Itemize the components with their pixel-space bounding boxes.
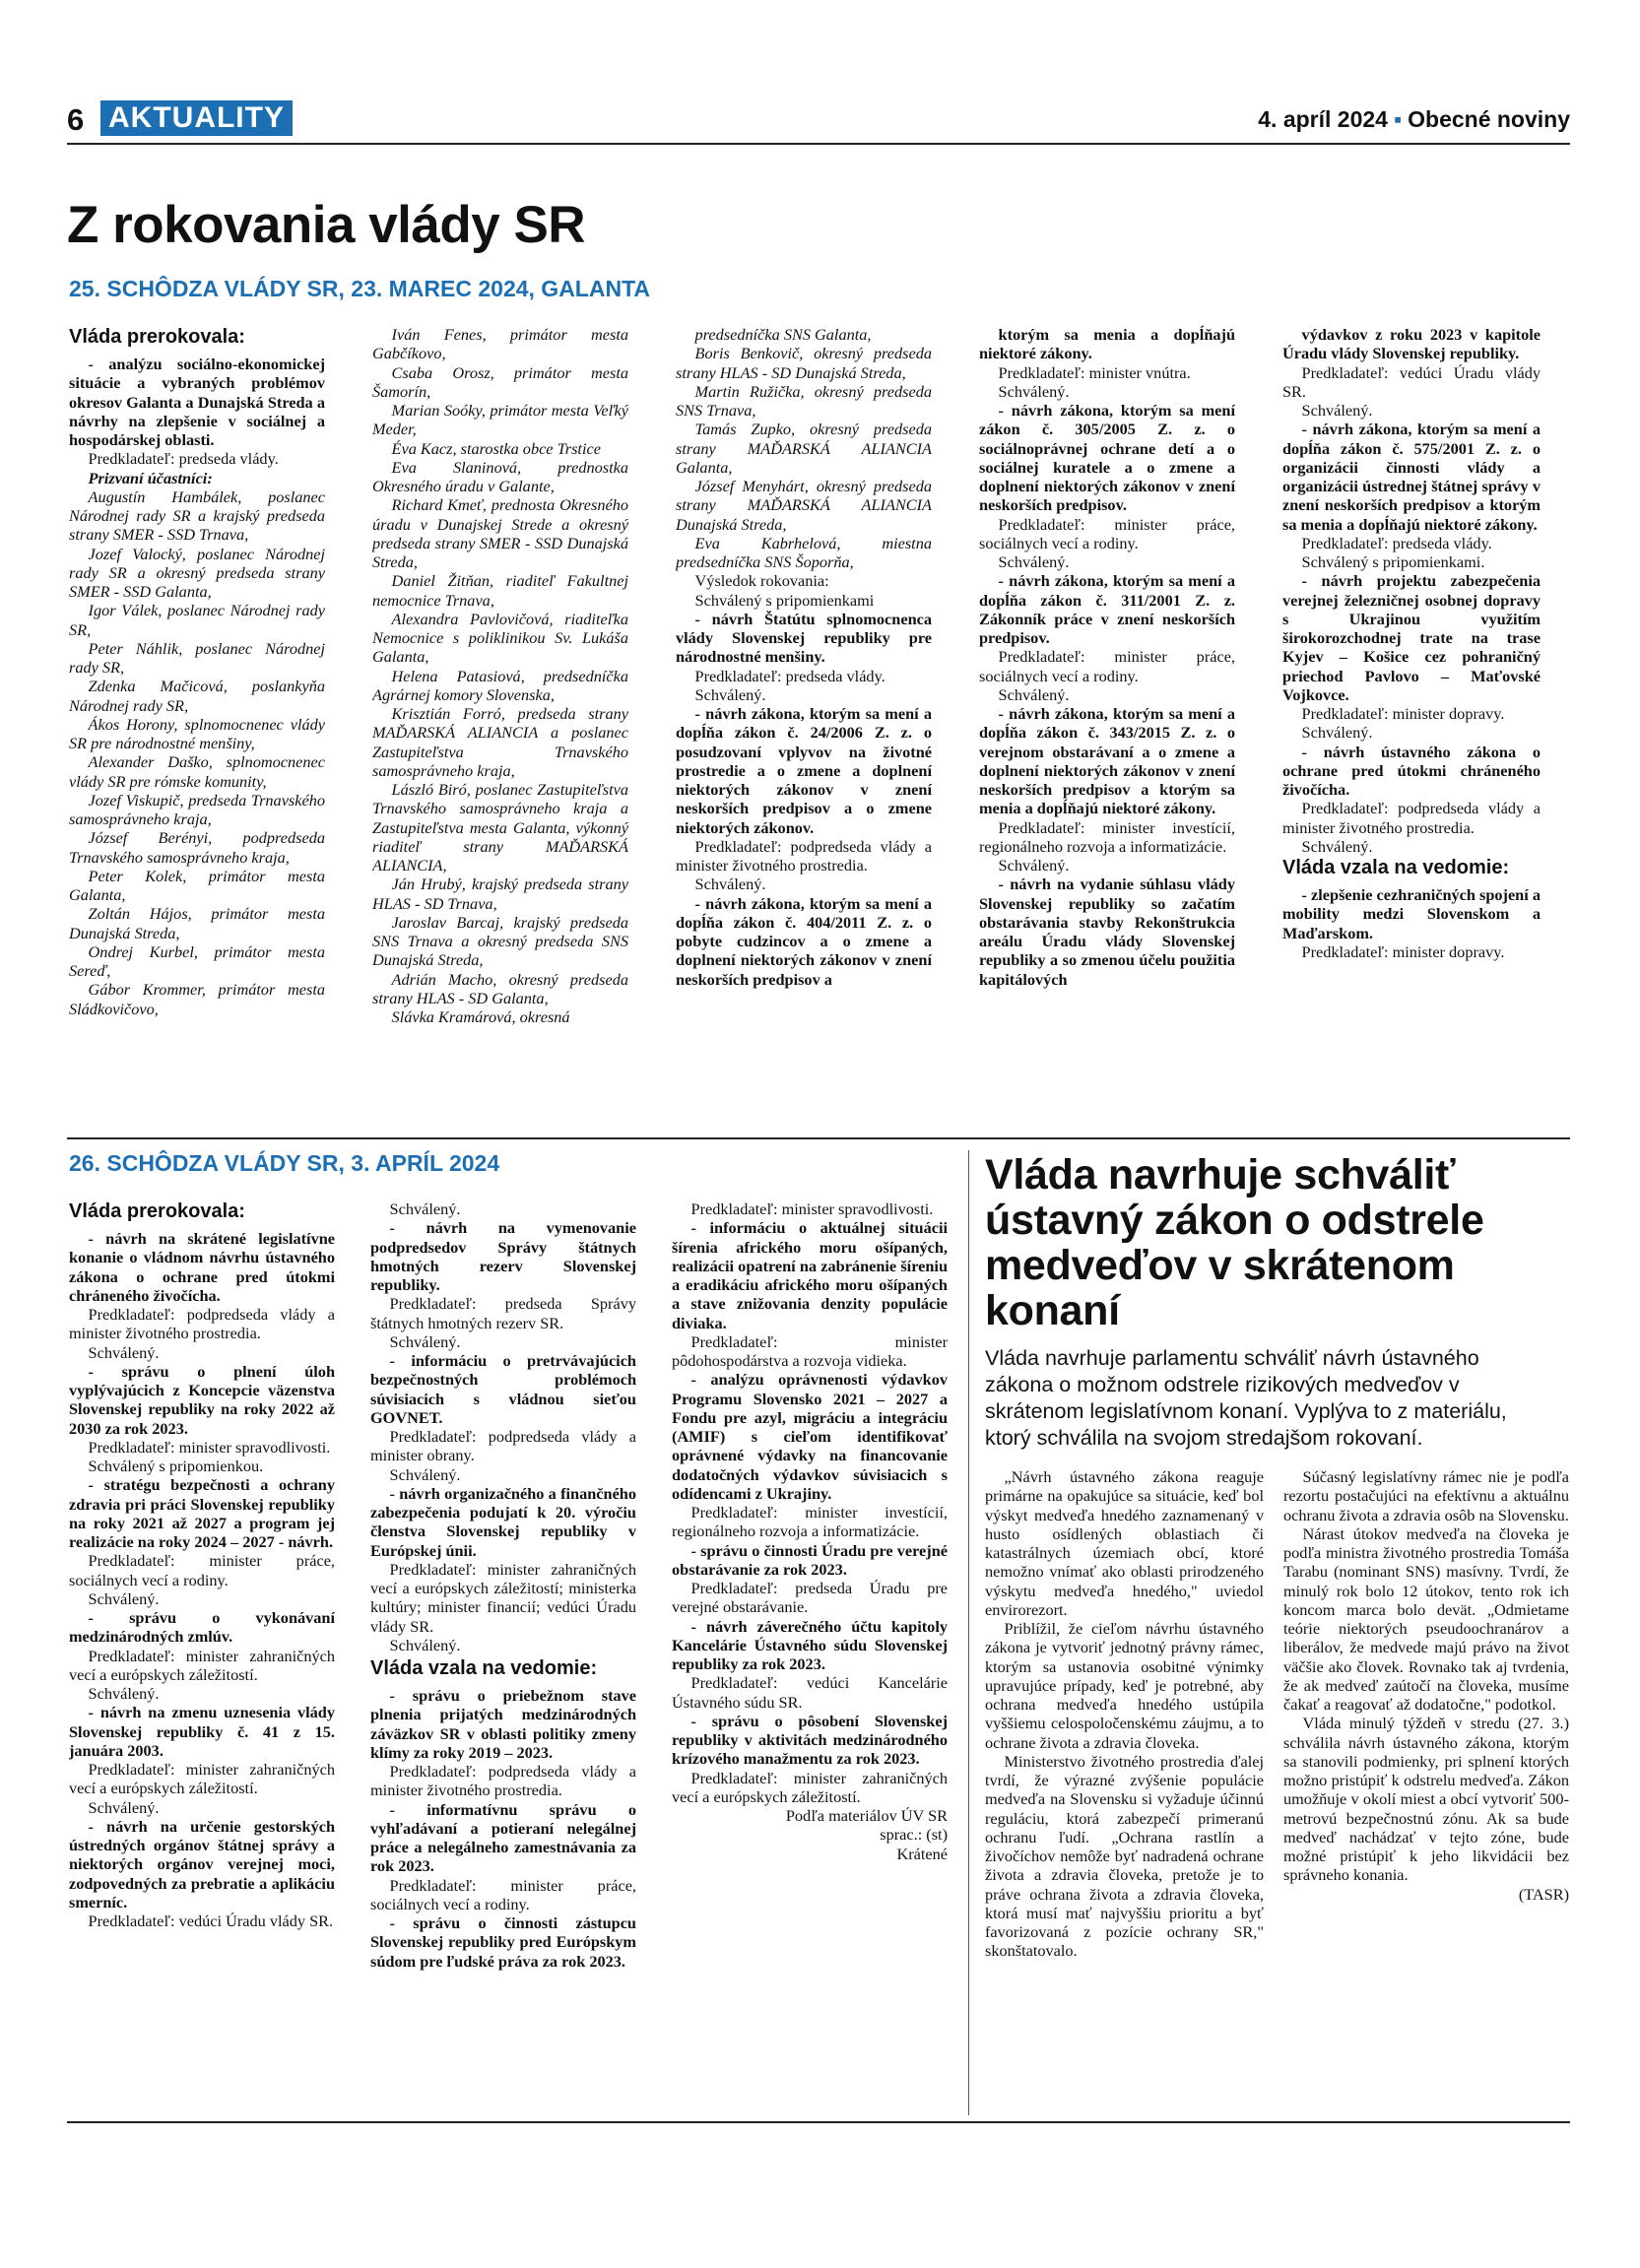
agenda-item: - návrh zákona, ktorým sa mení a dopĺňa zákon č. 343/2015 Z. z. o verejnom obstarávaní a o zmene a doplnení niektorých zákonov v znení neskorších predpisov a ktorým sa menia a dopĺňajú niektoré zákony. bbox=[979, 704, 1235, 818]
paragraph: „Návrh ústavného zákona reaguje primárne na opakujúce sa situácie, keď bol výskyt medveďa hnedého zaznamenaný v husto osídlených oblastiach či katastrálnych územiach obcí, ktoré nemožno vnímať ako oblasti prirodzeného výskytu medveďa hnedého," uviedol envirorezort. bbox=[985, 1467, 1264, 1619]
agenda-item: - návrh na vydanie súhlasu vlády Slovenskej republiky so začatím obstarávania stavby Rekonštrukcia areálu Úradu vlády Slovenskej republiky a so zmenou účelu použitia kapitálových bbox=[979, 875, 1235, 989]
paragraph: Predkladateľ: podpredseda vlády a minister životného prostredia. bbox=[69, 1305, 335, 1343]
agenda-item: - analýzu oprávnenosti výdavkov Programu Slovensko 2021 – 2027 a Fondu pre azyl, migráciu a integráciu (AMIF) s cieľom identifikovať oprávnené výdavky na financovanie dodatočných výdavkov súvisiacich s odídencami z Ukrajiny. bbox=[672, 1370, 948, 1503]
article-lead-text: Vláda navrhuje parlamentu schváliť návrh ústavného zákona o možnom odstrele rizikových medveďov v skrátenom legislatívnom konaní. Vyplýva to z materiálu, ktorý schválila na svojom stredajšom rokovaní. bbox=[985, 1346, 1507, 1450]
participant: Jaroslav Barcaj, krajský predseda SNS Trnava a okresný predseda SNS Dunajská Streda, bbox=[372, 912, 628, 970]
subheading: Vláda vzala na vedomie: bbox=[1282, 857, 1510, 878]
subheading: Vláda prerokovala: bbox=[69, 1200, 245, 1222]
agenda-item: - správu o činnosti zástupcu Slovenskej republiky pred Európskym súdom pre ľudské práva za rok 2023. bbox=[370, 1913, 636, 1971]
paragraph: Predkladateľ: podpredseda vlády a minister obrany. bbox=[370, 1427, 636, 1465]
paragraph: Predkladateľ: predseda Úradu pre verejné obstarávanie. bbox=[672, 1579, 948, 1617]
participant: József Berényi, podpredseda Trnavského samosprávneho kraja, bbox=[69, 828, 325, 867]
agenda-item: - návrh Štatútu splnomocnenca vlády Slovenskej republiky pre národnostné menšiny. bbox=[676, 609, 932, 667]
agenda-item: - návrh zákona, ktorým sa mení a dopĺňa zákon č. 24/2006 Z. z. o posudzovaní vplyvov na životné prostredie a o zmene a doplnení niektorých zákonov v znení neskorších predpisov a o zmene niektorých zákonov. bbox=[676, 704, 932, 837]
credit-line: Krátené bbox=[896, 1844, 948, 1863]
paragraph: Predkladateľ: vedúci Kancelárie Ústavného súdu SR. bbox=[672, 1673, 948, 1712]
participant: Tamás Zupko, okresný predseda strany MAĎARSKÁ ALIANCIA Galanta, bbox=[676, 420, 932, 477]
participant: Éva Kacz, starostka obce Trstice bbox=[391, 438, 601, 458]
participant: Jozef Viskupič, predseda Trnavského samosprávneho kraja, bbox=[69, 790, 325, 828]
section-rule bbox=[67, 1137, 1570, 1139]
agenda-item: - návrh zákona, ktorým sa mení a dopĺňa zákon č. 311/2001 Z. z. Zákonník práce v znení neskorších predpisov. bbox=[979, 571, 1235, 647]
participant: Boris Benkovič, okresný predseda strany HLAS - SD Dunajská Streda, bbox=[676, 344, 932, 382]
paragraph: Predkladateľ: predseda vlády. bbox=[88, 449, 279, 469]
agenda-item: - návrh zákona, ktorým sa mení a dopĺňa zákon č. 404/2011 Z. z. o pobyte cudzincov a o zmene a doplnení niektorých zákonov v znení neskorších predpisov a bbox=[676, 893, 932, 989]
paragraph: Predkladateľ: predseda vlády. bbox=[694, 666, 886, 685]
participant: Daniel Žitňan, riaditeľ Fakultnej nemocnice Trnava, bbox=[372, 571, 628, 610]
participant: Alexandra Pavlovičová, riaditeľka Nemocnice s poliklinikou Sv. Lukáša Galanta, bbox=[372, 609, 628, 667]
paragraph: Schválený. bbox=[694, 684, 766, 704]
agenda-item: - zlepšenie cezhraničných spojení a mobility medzi Slovenskom a Maďarskom. bbox=[1282, 885, 1541, 942]
credit-line: sprac.: (st) bbox=[880, 1825, 948, 1845]
paragraph: Predkladateľ: minister práce, sociálnych vecí a rodiny. bbox=[979, 647, 1235, 685]
participant: Ondrej Kurbel, primátor mesta Sereď, bbox=[69, 941, 325, 980]
column-divider bbox=[968, 1150, 969, 2115]
participant: Ján Hrubý, krajský predseda strany HLAS - SD Trnava, bbox=[372, 875, 628, 913]
participant: László Biró, poslanec Zastupiteľstva Trnavského samosprávneho kraja a Zastupiteľstva mesta Galanta, výkonný riaditeľ strany MAĎARSKÁ ALIANCIA, bbox=[372, 780, 628, 875]
paragraph: Schválený s pripomienkou. bbox=[88, 1457, 264, 1475]
paragraph: Predkladateľ: minister práce, sociálnych vecí a rodiny. bbox=[370, 1875, 636, 1913]
paragraph: Predkladateľ: predseda vlády. bbox=[1301, 533, 1492, 552]
paragraph: Predkladateľ: vedúci Úradu vlády SR. bbox=[1282, 362, 1541, 401]
paragraph: Prizvaní účastníci: bbox=[88, 468, 213, 487]
paragraph: Predkladateľ: podpredseda vlády a minister životného prostredia. bbox=[676, 836, 932, 875]
paragraph: Schválený s pripomienkami. bbox=[1301, 552, 1485, 571]
article-column-1 bbox=[985, 1467, 1264, 2117]
agenda-item: - návrh na určenie gestorských ústredných orgánov štátnej správy a niektorých orgánov verejnej moci, zodpovedných za prebratie a aplikáciu smerníc. bbox=[69, 1816, 335, 1912]
section-label: AKTUALITY bbox=[100, 100, 293, 136]
participant: Slávka Kramárová, okresná bbox=[391, 1007, 570, 1026]
participant: Martin Ružička, okresný predseda SNS Trnava, bbox=[676, 381, 932, 420]
paragraph: Súčasný legislatívny rámec nie je podľa rezortu postačujúci na efektívnu a aktuálnu ochranu života a zdravia osôb na Slovensku. bbox=[1283, 1467, 1569, 1524]
paragraph: Schválený. bbox=[1301, 723, 1373, 743]
paragraph: Predkladateľ: minister vnútra. bbox=[998, 362, 1191, 382]
participant: Eva Kabrhelová, miestna predsedníčka SNS Šoporňa, bbox=[676, 533, 932, 571]
agenda-item: - návrh zákona, ktorým sa mení zákon č. 305/2005 Z. z. o sociálnoprávnej ochrane detí a o sociálnej kuratele a o zmene a doplnení niektorých zákonov v znení neskorších predpisov. bbox=[979, 401, 1235, 515]
participant: Peter Náhlik, poslanec Národnej rady SR, bbox=[69, 638, 325, 677]
subheading: Vláda prerokovala: bbox=[69, 326, 245, 348]
participant: Richard Kmeť, prednosta Okresného úradu v Dunajskej Strede a okresný predseda strany SMER - SSD Dunajská Streda, bbox=[372, 495, 628, 571]
participant: Jozef Valocký, poslanec Národnej rady SR a okresný predseda strany SMER - SSD Galanta, bbox=[69, 544, 325, 601]
paragraph: Schválený. bbox=[389, 1635, 461, 1654]
paragraph: Nárast útokov medveďa na človeka je podľa ministra životného prostredia Tomáša Tarabu (nominant SNS) masívny. Tvrdí, že minulý rok bolo 12 útokov, tento rok ich koncom marca bolo devät. „Odmietame teórie niektorých pseudoochranárov a liberálov, že medvede majú právo na život väčšie ako človek. Rovnako tak aj tvrdenia, že ak medveď zaútočí na človeka, musíme čakať a reagovať až dodatočne," podotkol. bbox=[1283, 1523, 1569, 1714]
paragraph: Predkladateľ: minister zahraničných vecí a európskych záležitostí. bbox=[69, 1760, 335, 1798]
paragraph: Predkladateľ: podpredseda vlády a minister životného prostredia. bbox=[370, 1762, 636, 1800]
paragraph: Schválený. bbox=[389, 1464, 461, 1484]
s25-column-1 bbox=[69, 325, 325, 1128]
agenda-item: - správu o plnení úloh vyplývajúcich z Koncepcie väzenstva Slovenskej republiky na roky 2022 až 2030 za rok 2023. bbox=[69, 1361, 335, 1438]
s26-column-3 bbox=[672, 1199, 948, 2120]
agenda-item: - stratégu bezpečnosti a ochrany zdravia pri práci Slovenskej republiky na roky 2021 až 2027 a program jej realizácie na roky 2024 – 2027 - návrh. bbox=[69, 1475, 335, 1551]
paragraph: Schválený. bbox=[694, 875, 766, 894]
s25-column-5 bbox=[1282, 325, 1541, 1128]
paragraph: Predkladateľ: minister pôdohospodárstva a rozvoja vidieka. bbox=[672, 1331, 948, 1370]
paragraph: Výsledok rokovania: bbox=[694, 571, 829, 591]
paragraph: Predkladateľ: minister investícií, regionálneho rozvoja a informatizácie. bbox=[979, 817, 1235, 856]
credit-line: (TASR) bbox=[1518, 1884, 1569, 1904]
page-header bbox=[67, 100, 1570, 138]
agenda-item: - návrh záverečného účtu kapitoly Kancelárie Ústavného súdu Slovenskej republiky za rok 2023. bbox=[672, 1616, 948, 1673]
paragraph: Predkladateľ: minister spravodlivosti. bbox=[690, 1199, 934, 1218]
page-number: 6 bbox=[67, 102, 85, 137]
paragraph: Schválený. bbox=[998, 552, 1070, 571]
paragraph: Predkladateľ: vedúci Úradu vlády SR. bbox=[88, 1912, 334, 1930]
paragraph: Predkladateľ: minister zahraničných vecí a európskych záležitostí; ministerka kultúry; minister financií; vedúci Úradu vlády SR. bbox=[370, 1559, 636, 1636]
participant: Iván Fenes, primátor mesta Gabčíkovo, bbox=[372, 325, 628, 363]
issue-date: 4. apríl 2024 bbox=[1258, 106, 1388, 132]
paragraph: Ministerstvo životného prostredia ďalej tvrdí, že výrazné zvýšenie populácie medveďa na Slovensku si vyžaduje účinnú reguláciu, ktorá zabezpečí primeranú ochranu ľudí. „Ochrana rastlín a živočíchov nemôže byť nadradená ochrane života a zdravia človeka, pretože je to práve ochrana života a zdravia človeka, ktorá musí mať najvyššiu prioritu a byť favorizovaná z pozície ochrany SR," skonštatovalo. bbox=[985, 1751, 1264, 1961]
s25-column-4 bbox=[979, 325, 1235, 1128]
agenda-item: - návrh organizačného a finančného zabezpečenia podujatí k 20. výročiu členstva Slovenskej republiky v Európskej únii. bbox=[370, 1483, 636, 1560]
participant: Eva Slaninová, prednostka Okresného úradu v Galante, bbox=[372, 457, 628, 495]
s26-column-2 bbox=[370, 1199, 636, 2120]
agenda-item: - analýzu sociálno-ekonomickej situácie a vybraných problémov okresov Galanta a Dunajská Streda a návrhy na zlepšenie v sociálnej a hospodárskej oblasti. bbox=[69, 355, 325, 449]
paragraph: Predkladateľ: minister spravodlivosti. bbox=[88, 1437, 331, 1457]
article-column-2 bbox=[1283, 1467, 1569, 2117]
s25-column-3 bbox=[676, 325, 932, 1128]
agenda-item: - správu o priebežnom stave plnenia prijatých medzinárodných záväzkov SR v oblasti politiky zmeny klímy za roky 2019 – 2023. bbox=[370, 1686, 636, 1762]
participant: Igor Válek, poslanec Národnej rady SR, bbox=[69, 601, 325, 639]
participant: Adrián Macho, okresný predseda strany HLAS - SD Galanta, bbox=[372, 969, 628, 1007]
paragraph: Schválený. bbox=[88, 1588, 160, 1608]
participant: Krisztián Forró, predseda strany MAĎARSKÁ ALIANCIA a poslanec Zastupiteľstva Trnavského samosprávneho kraja, bbox=[372, 704, 628, 780]
participant: Helena Patasiová, predsedníčka Agrárnej komory Slovenska, bbox=[372, 666, 628, 704]
agenda-item: - návrh projektu zabezpečenia verejnej železničnej osobnej dopravy s Ukrajinou využitím širokorozchodnej trate na trase Kyjev – Košice cez pohraničný priechod Pavlovo – Maťovské Vojkovce. bbox=[1282, 571, 1541, 704]
agenda-item: výdavkov z roku 2023 v kapitole Úradu vlády Slovenskej republiky. bbox=[1282, 325, 1541, 363]
credit-line: Podľa materiálov ÚV SR bbox=[785, 1806, 948, 1825]
s26-column-1 bbox=[69, 1199, 335, 2120]
participant: József Menyhárt, okresný predseda strany MAĎARSKÁ ALIANCIA Dunajská Streda, bbox=[676, 477, 932, 534]
agenda-item: - správu o vykonávaní medzinárodných zmlúv. bbox=[69, 1608, 335, 1647]
paragraph: Schválený. bbox=[998, 684, 1070, 704]
article-headline: Vláda navrhuje schváliť ústavný zákon o odstrele medveďov v skrátenom konaní bbox=[985, 1151, 1484, 1334]
agenda-item: - návrh zákona, ktorým sa mení a dopĺňa zákon č. 575/2001 Z. z. o organizácii činnosti vlády a organizácii ústrednej štátnej správy v znení neskorších predpisov a ktorým sa menia a dopĺňajú niektoré zákony. bbox=[1282, 420, 1541, 534]
session-26-heading: 26. SCHÔDZA VLÁDY SR, 3. APRÍL 2024 bbox=[69, 1150, 500, 1176]
agenda-item: - správu o činnosti Úradu pre verejné obstarávanie za rok 2023. bbox=[672, 1540, 948, 1579]
agenda-item: - informatívnu správu o vyhľadávaní a potieraní nelegálnej práce a nelegálneho zamestnávania za rok 2023. bbox=[370, 1799, 636, 1876]
participant: Gábor Krommer, primátor mesta Sládkovičovo, bbox=[69, 980, 325, 1018]
paragraph: Schválený. bbox=[998, 381, 1070, 401]
agenda-item: - návrh na skrátené legislatívne konanie o vládnom návrhu ústavného zákona o ochrane pred útokmi chráneného živočícha. bbox=[69, 1229, 335, 1305]
agenda-item: - informáciu o pretrvávajúcich bezpečnostných problémoch súvisiacich s vládnou sieťou GOVNET. bbox=[370, 1351, 636, 1427]
paragraph: Schválený. bbox=[389, 1331, 461, 1351]
header-separator: ▪ bbox=[1393, 106, 1403, 132]
participant: Zdenka Mačicová, poslankyňa Národnej rady SR, bbox=[69, 677, 325, 715]
paragraph: Vláda minulý týždeň v stredu (27. 3.) schválila návrh ústavného zákona, ktorým sa stanovili podmienky, pri splnení ktorých možno pristúpiť k odstrelu medveďa. Zákon umožňuje v okolí miest a obcí vytvoriť 500-metrovú bezpečnostnú zónu. Ak sa bude medveď nachádzať v tejto zóne, bude možné pristúpiť k jeho likvidácii bez správneho konania. bbox=[1283, 1714, 1569, 1885]
article-lead bbox=[985, 1345, 1537, 1452]
agenda-item: - návrh ústavného zákona o ochrane pred útokmi chráneného živočícha. bbox=[1282, 742, 1541, 799]
paragraph: Predkladateľ: minister práce, sociálnych vecí a rodiny. bbox=[69, 1551, 335, 1589]
participant: Augustín Hambálek, poslanec Národnej rady SR a krajský predseda strany SMER - SSD Trnava, bbox=[69, 486, 325, 545]
page-title: Z rokovania vlády SR bbox=[67, 196, 586, 254]
participant: Peter Kolek, primátor mesta Galanta, bbox=[69, 866, 325, 904]
paragraph: Predkladateľ: minister zahraničných vecí a európskych záležitostí. bbox=[672, 1768, 948, 1806]
paragraph: Schválený s pripomienkami bbox=[694, 590, 875, 610]
header-rule bbox=[67, 143, 1570, 145]
participant: predsedníčka SNS Galanta, bbox=[694, 325, 872, 344]
session-25-heading: 25. SCHÔDZA VLÁDY SR, 23. MAREC 2024, GALANTA bbox=[69, 276, 651, 301]
header-meta bbox=[1258, 106, 1570, 133]
participant: Marian Soóky, primátor mesta Veľký Meder, bbox=[372, 401, 628, 439]
agenda-item: - informáciu o aktuálnej situácii šírenia afrického moru ošípaných, realizácii opatrení na zabránenie šíreniu a eradikáciu afrického moru ošípaných a stave znižovania denzity populácie diviaka. bbox=[672, 1218, 948, 1332]
paragraph: Predkladateľ: podpredseda vlády a minister životného prostredia. bbox=[1282, 799, 1541, 837]
newspaper-name: Obecné noviny bbox=[1408, 106, 1570, 132]
paragraph: Predkladateľ: minister dopravy. bbox=[1301, 941, 1505, 961]
paragraph: Schválený. bbox=[1301, 401, 1373, 420]
s25-column-2 bbox=[372, 325, 628, 1128]
paragraph: Predkladateľ: minister investícií, regionálneho rozvoja a informatizácie. bbox=[672, 1503, 948, 1541]
participant: Zoltán Hájos, primátor mesta Dunajská Streda, bbox=[69, 904, 325, 942]
paragraph: Schválený. bbox=[389, 1199, 461, 1218]
agenda-item: - návrh na vymenovanie podpredsedov Správy štátnych hmotných rezerv Slovenskej republiky. bbox=[370, 1218, 636, 1294]
paragraph: Schválený. bbox=[1301, 836, 1373, 856]
paragraph: Predkladateľ: minister dopravy. bbox=[1301, 704, 1505, 723]
agenda-item: ktorým sa menia a dopĺňajú niektoré zákony. bbox=[979, 325, 1235, 363]
paragraph: Predkladateľ: minister práce, sociálnych vecí a rodiny. bbox=[979, 514, 1235, 552]
participant: Ákos Horony, splnomocnenec vlády SR pre národnostné menšiny, bbox=[69, 714, 325, 752]
paragraph: Predkladateľ: minister zahraničných vecí a európskych záležitostí. bbox=[69, 1646, 335, 1684]
subheading: Vláda vzala na vedomie: bbox=[370, 1657, 598, 1679]
paragraph: Predkladateľ: predseda Správy štátnych hmotných rezerv SR. bbox=[370, 1294, 636, 1332]
paragraph: Priblížil, že cieľom návrhu ústavného zákona je vytvoriť jednotný právny rámec, ktorým sa ustanovia osobitné výnimky upravujúce prípady, keď je potrebné, aby ochrana medveďa hnedého ustúpila vyššiemu celospoločenskému záujmu, a to ochrane života a zdravia človeka. bbox=[985, 1619, 1264, 1752]
participant: Csaba Orosz, primátor mesta Šamorín, bbox=[372, 362, 628, 401]
agenda-item: - správu o pôsobení Slovenskej republiky v aktivitách medzinárodného krízového manažmentu za rok 2023. bbox=[672, 1711, 948, 1769]
footer-rule bbox=[67, 2121, 1570, 2123]
paragraph: Schválený. bbox=[998, 856, 1070, 875]
participant: Alexander Daško, splnomocnenec vlády SR pre rómske komunity, bbox=[69, 752, 325, 791]
paragraph: Schválený. bbox=[88, 1684, 160, 1703]
paragraph: Schválený. bbox=[88, 1797, 160, 1817]
agenda-item: - návrh na zmenu uznesenia vlády Slovenskej republiky č. 41 z 15. januára 2003. bbox=[69, 1703, 335, 1760]
paragraph: Schválený. bbox=[88, 1342, 160, 1362]
